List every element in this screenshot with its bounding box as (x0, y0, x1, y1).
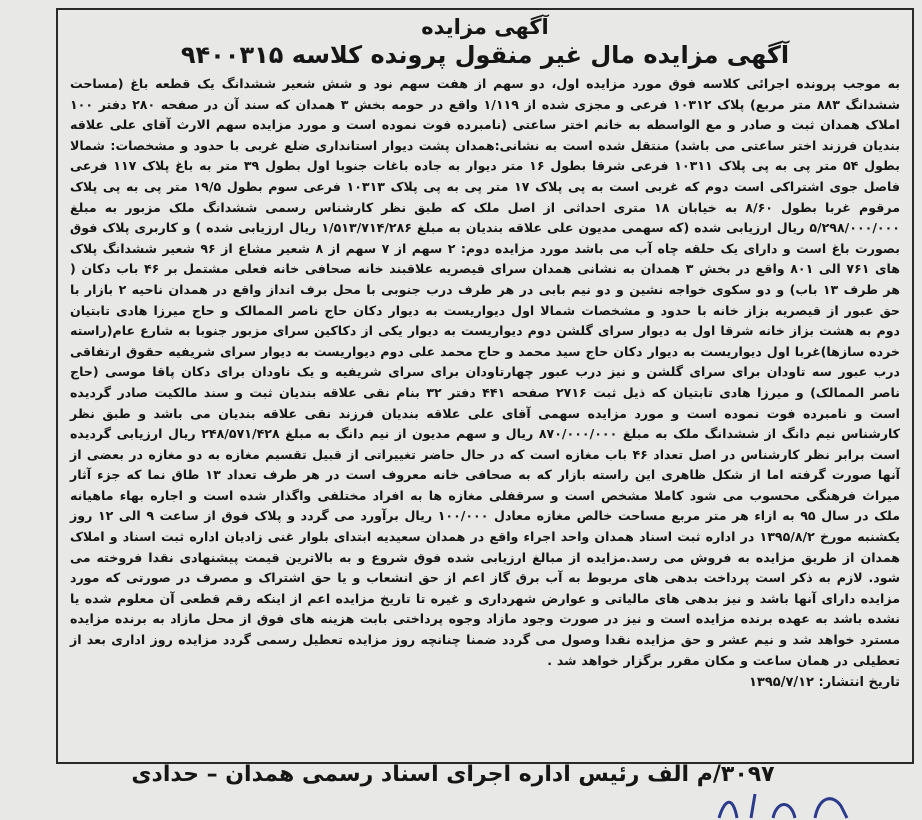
auction-ad-box (56, 8, 914, 764)
ad-subtitle: آگهی مزایده مال غیر منقول پرونده کلاسه ۹۴۰۰۳۱۵ (180, 41, 790, 69)
ad-signature: ۳۰۹۷/م الف رئیس اداره اجرای اسناد رسمی همدان – حدادی (131, 762, 775, 787)
handwritten-mark-icon (715, 790, 855, 820)
publish-date: تاریخ انتشار: ۱۳۹۵/۷/۱۲ (748, 675, 900, 691)
ad-title: آگهی مزایده (421, 15, 549, 39)
ad-body-text: به موجب پرونده اجرائی کلاسه فوق مورد مزایده اول، دو سهم از هفت سهم نود و شش شعیر ششدانگ یک قطعه باغ (مساحت ششدانگ ۸۸۳ متر مربع) پلاک ۱۰۳۱۲ فرعی و مجزی شده از ۱/۱۱۹ واقع در حومه بخش ۳ همدان که سند آن در صفحه ۲۸۰ دفتر ۱۰۰ املاک همدان ثبت و صادر و مع الواسطه به خانم اختر ساعتی (نامبرده فوت نموده است و مورد مزایده سهم الارث آقای علی علاقه بندیان فرزند اختر ساعتی می باشد) منتقل شده است به نشانی:همدان پشت دیوار استانداری ضلع غربی با حدود و مشخصات: شمالا بطول ۵۴ متر پی به پی پلاک ۱۰۳۱۱ فرعی شرقا بطول ۱۶ متر دیوار به جاده باغات جنوبا اول بطول ۳۹ متر به باغ پلاک ۱۱۷ فرعی فاصل جوی اشتراکی است دوم که غربی است به پی پلاک ۱۷ متر پی به پی پلاک ۱۰۳۱۳ فرعی سوم بطول ۱۹/۵ متر پی به پی پلاک مرقوم غربا بطول ۸/۶۰ به خیابان ۱۸ متری احداثی از اصل ملک که طبق نظر کارشناس رسمی ششدانگ ملک مزبور به مبلغ ۵/۲۹۸/۰۰۰/۰۰۰ ریال ارزیابی شده (که سهمی مدیون علی علاقه بندیان به مبلغ ۱/۵۱۳/۷۱۴/۲۸۶ ریال ارزیابی شده ) و کاربری پلاک فوق بصورت باغ است و دارای یک حلقه چاه آب می باشد مورد مزایده دوم: ۲ سهم از ۷ سهم از ۸ شعیر مشاع از ۹۶ شعیر ششدانگ پلاک های ۷۶۱ الی ۸۰۱ واقع در بخش ۳ همدان به نشانی همدان سرای قیصریه علاقبند خانه صحافی خانه فعلی مشتمل بر ۴۶ باب دکان ( هر طرف ۱۳ باب) و دو سکوی خواجه نشین و دو نیم بابی در هر طرف درب جنوبی با محل برف انداز واقع در همدان ناحیه ۲ بازار با حق عبور از قیصریه بزاز خانه با حدود و مشخصات شمالا اول دیواریست به دیوار دکان حاج ناصر الممالک و حاج میرزا هادی تابتیان دوم به هشت بزاز خانه شرقا اول به دیوار سرای گلشن دوم دیواریست به دیوار یکی از دکاکین سرای مزبور جنوبا به شارع عام(راسته خرده سازها)غربا اول دیواریست به دیوار دکان حاج سید محمد و حاج محمد علی دوم دیواریست به دیوار سرای شریفیه حقوق ارتفاقی درب عبور سه تاودان برای سرای گلشن و نیز درب عبور چهارتاودان برای سرای شریفیه و یک ناودان برای دکان پاقا موسی (حاج ناصر الممالک) و میرزا هادی تابتیان که ذیل ثبت ۲۷۱۶ صفحه ۴۴۱ دفتر ۳۲ بنام نقی علاقه بندیان ثبت و سند مالکیت صادر گردیده است و نامبرده فوت نموده است و مورد مزایده سهمی آقای علی علاقه بندیان فرزند نقی علاقه بندیان می باشد و طبق نظر کارشناس نیم دانگ از ششدانگ ملک به مبلغ ۸۷۰/۰۰۰/۰۰۰ ریال و سهم مدیون از نیم دانگ به مبلغ ۲۴۸/۵۷۱/۴۲۸ ریال ارزیابی گردیده است برابر نظر کارشناس در اصل تعداد ۴۶ باب مغازه است که در حال حاضر تغییراتی از قبیل تقسیم مغازه به دو مغازه در بعضی از آنها صورت گرفته اما از شکل ظاهری این راسته بازار که به صحافی خانه معروف است در هر طرف تعداد ۱۳ طاق نما که جزء آثار میراث فرهنگی محسوب می شود کاملا مشخص است و سرقفلی مغازه ها به افراد مختلفی واگذار شده است و اجاره بهاء ماهیانه ملک در سال ۹۵ به ازاء هر متر مربع مساحت خالص مغازه معادل ۱۰۰/۰۰۰ ریال برآورد می گردد و پلاک فوق از ساعت ۹ الی ۱۲ روز یکشنبه مورخ ۱۳۹۵/۸/۲ در اداره ثبت اسناد همدان واحد اجراء واقع در همدان سعیدیه ابتدای بلوار غنی زادیان اداره ثبت اسناد و املاک همدان از طریق مزایده به فروش می رسد.مزایده از مبالغ ارزیابی شده فوق شروع و به بالاترین قیمت پیشنهادی نقدا فروخته می شود. لازم به ذکر است پرداخت بدهی های مربوط به آب برق گاز اعم از حق انشعاب و یا حق اشتراک و مصرف در صورتی که مورد مزایده دارای آنها باشد و نیز بدهی های مالیاتی و عوارض شهرداری و غیره تا تاریخ مزایده اعم از اینکه رقم قطعی آن معلوم شده یا نشده باشد به عهده برنده مزایده است و نیز در صورت وجود مازاد وجوه پرداختی بابت هزینه های فوق از محل مازاد به برنده مزایده مسترد خواهد شد و نیم عشر و حق مزایده نقدا وصول می گردد ضمنا چنانچه روز مزایده تعطیل رسمی گردد مزایده روز اداری بعد از تعطیلی در همان ساعت و مکان مقرر برگزار خواهد شد . (70, 76, 901, 668)
